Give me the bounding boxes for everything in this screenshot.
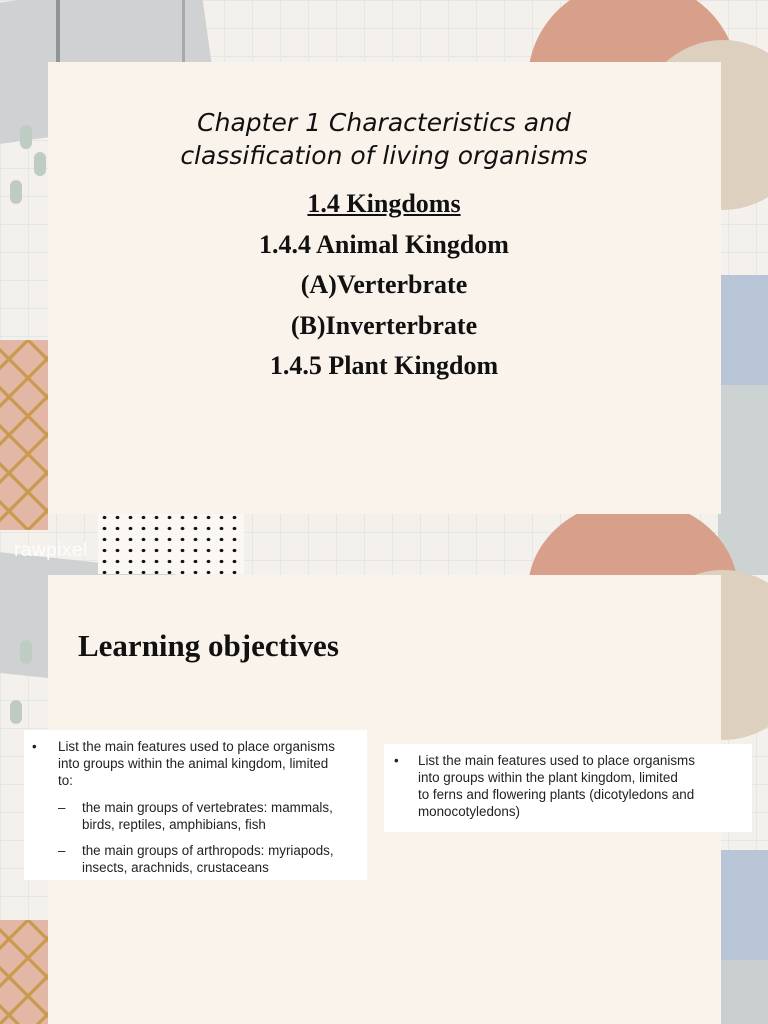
sub-objective-arthropods: the main groups of arthropods: myriapods, insects, arachnids, crustaceans xyxy=(82,843,334,875)
lattice-decoration xyxy=(0,920,48,1024)
oval-dot-decoration xyxy=(10,700,22,724)
oval-dot-decoration xyxy=(20,640,32,664)
branch-decoration xyxy=(56,0,60,70)
topic-item-animal-kingdom: 1.4.4 Animal Kingdom xyxy=(259,229,509,259)
topic-item-invertebrate: (B)Inverterbrate xyxy=(290,310,478,340)
topic-list xyxy=(0,184,768,387)
animal-kingdom-objectives xyxy=(24,730,367,880)
watermark: rawpixel xyxy=(14,540,88,561)
dash-icon: – xyxy=(58,800,66,815)
objective-text: List the main features used to place organisms into groups within the plant kingdom, limited to ferns and flowering plants (dicotyledons and monocotyledons) xyxy=(418,753,695,819)
objective-text: List the main features used to place organisms into groups within the animal kingdom, limited to: xyxy=(58,739,335,788)
learning-objectives-heading: Learning objectives xyxy=(78,628,339,663)
topic-item-vertebrate: (A)Verterbrate xyxy=(300,270,468,299)
chapter-title-line: Chapter 1 Characteristics and xyxy=(197,108,571,137)
plant-kingdom-objectives xyxy=(384,744,752,832)
topic-item-plant-kingdom: 1.4.5 Plant Kingdom xyxy=(269,351,499,380)
dotted-card-decoration xyxy=(98,512,244,574)
bullet-icon: • xyxy=(32,739,37,754)
leaf-pattern-decoration xyxy=(718,960,768,1024)
chapter-title xyxy=(0,106,768,172)
topic-kingdoms: 1.4 Kingdoms xyxy=(307,189,461,218)
chapter-title-line: classification of living organisms xyxy=(180,141,588,170)
dash-icon: – xyxy=(58,843,66,858)
topic-item xyxy=(0,184,768,225)
bullet-icon: • xyxy=(394,753,399,768)
blue-paper-decoration xyxy=(718,850,768,960)
sub-objective-vertebrates: the main groups of vertebrates: mammals, birds, reptiles, amphibians, fish xyxy=(82,800,333,832)
branch-decoration xyxy=(182,0,185,70)
